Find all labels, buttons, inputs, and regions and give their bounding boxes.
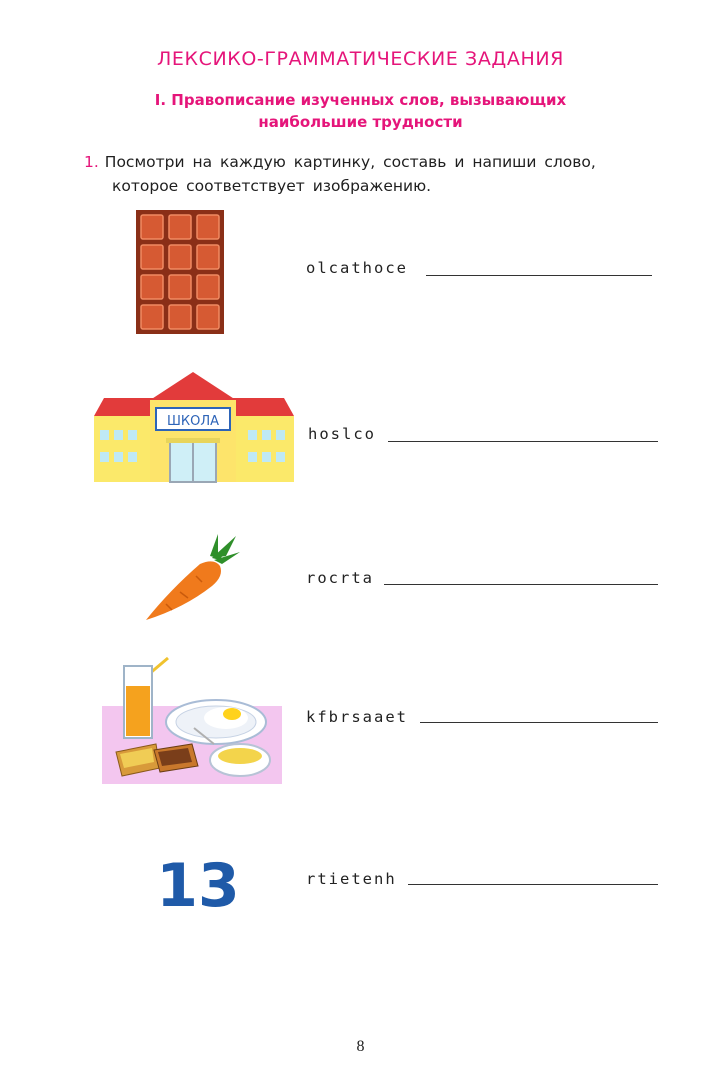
scrambled-word-2: hoslco xyxy=(308,425,376,443)
task-instructions xyxy=(84,150,674,198)
task-text-line2: которое соответствует изображению. xyxy=(112,177,432,195)
subsection-title-line2: наибольшие трудности xyxy=(258,113,463,131)
page-number: 8 xyxy=(356,1038,365,1055)
scrambled-word-4: kfbrsaaet xyxy=(306,708,408,726)
number-thirteen-text: 13 xyxy=(156,851,240,921)
answer-line-2[interactable] xyxy=(388,441,658,442)
section-title: ЛЕКСИКО-ГРАММАТИЧЕСКИЕ ЗАДАНИЯ xyxy=(157,48,564,70)
answer-line-4[interactable] xyxy=(420,722,658,723)
carrot-picture xyxy=(140,530,244,626)
scrambled-word-1: olcathoce xyxy=(306,259,408,277)
school-building-picture xyxy=(88,368,298,486)
scrambled-word-3: rocrta xyxy=(306,569,374,587)
answer-line-3[interactable] xyxy=(384,584,658,585)
chocolate-bar-picture xyxy=(136,210,224,334)
school-sign-text: ШКОЛА xyxy=(166,414,220,429)
answer-line-5[interactable] xyxy=(408,884,658,885)
scrambled-word-5: rtietenh xyxy=(306,870,397,888)
task-number: 1. xyxy=(84,153,99,171)
answer-line-1[interactable] xyxy=(426,275,652,276)
breakfast-picture xyxy=(102,656,282,784)
number-thirteen-picture xyxy=(156,842,246,922)
task-text-line1: Посмотри на каждую картинку, составь и напиши слово, xyxy=(104,153,596,171)
subsection-title-line1: I. Правописание изученных слов, вызывающих xyxy=(154,91,567,109)
